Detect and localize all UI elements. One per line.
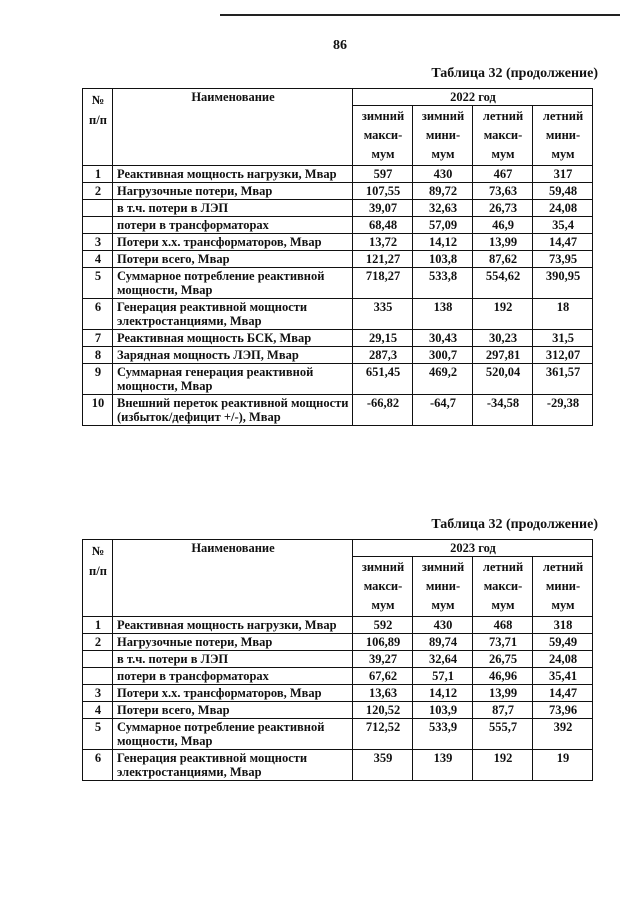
table-row (83, 685, 593, 702)
row-number: 2 (83, 183, 113, 200)
row-value: 14,47 (533, 234, 593, 251)
row-value: 32,63 (413, 200, 473, 217)
row-number: 9 (83, 364, 113, 395)
header-number-text: п/п (89, 564, 107, 578)
row-value: 30,23 (473, 330, 533, 347)
row-value: 597 (353, 166, 413, 183)
row-value: -64,7 (413, 395, 473, 426)
table-row (83, 166, 593, 183)
row-value: 87,62 (473, 251, 533, 268)
row-value: 651,45 (353, 364, 413, 395)
row-number: 5 (83, 268, 113, 299)
table-row (83, 234, 593, 251)
header-period-cell (533, 557, 593, 617)
header-period-text: летний (542, 109, 584, 123)
row-name: Нагрузочные потери, Мвар (113, 183, 353, 200)
table-caption: Таблица 32 (продолжение) (431, 517, 598, 532)
row-value: 103,8 (413, 251, 473, 268)
row-value: 89,74 (413, 634, 473, 651)
header-period-text: мум (491, 147, 515, 161)
table-row (83, 668, 593, 685)
row-value: 19 (533, 750, 593, 781)
row-number: 4 (83, 251, 113, 268)
header-row (83, 540, 593, 557)
table-row (83, 251, 593, 268)
header-period-text: мум (371, 598, 395, 612)
row-number (83, 668, 113, 685)
row-value: 533,8 (413, 268, 473, 299)
row-value: 13,63 (353, 685, 413, 702)
row-value: 138 (413, 299, 473, 330)
header-period-text: макси- (483, 128, 523, 142)
row-value: 35,41 (533, 668, 593, 685)
header-number-text: п/п (89, 113, 107, 127)
table-row (83, 200, 593, 217)
row-value: 297,81 (473, 347, 533, 364)
row-value: 712,52 (353, 719, 413, 750)
row-value: 24,08 (533, 200, 593, 217)
table-row (83, 634, 593, 651)
row-name: Потери всего, Мвар (113, 251, 353, 268)
row-value: 13,72 (353, 234, 413, 251)
row-number: 6 (83, 299, 113, 330)
row-value: 46,9 (473, 217, 533, 234)
row-number: 5 (83, 719, 113, 750)
header-period-text: летний (542, 560, 584, 574)
row-name: Внешний переток реактивной мощности (избыток/дефицит +/-), Мвар (113, 395, 353, 426)
header-period-text: мини- (425, 579, 461, 593)
row-value: 13,99 (473, 234, 533, 251)
row-value: 14,12 (413, 234, 473, 251)
header-period-text: мини- (545, 579, 581, 593)
header-year-cell: 2023 год (353, 540, 593, 557)
header-period-text: мини- (425, 128, 461, 142)
row-number: 1 (83, 617, 113, 634)
header-period-text: макси- (363, 579, 403, 593)
row-value: 121,27 (353, 251, 413, 268)
row-value: 32,64 (413, 651, 473, 668)
row-value: 467 (473, 166, 533, 183)
header-name-cell: Наименование (113, 89, 353, 166)
page-number: 86 (333, 38, 347, 53)
row-value: 13,99 (473, 685, 533, 702)
row-value: 26,73 (473, 200, 533, 217)
row-value: 392 (533, 719, 593, 750)
row-name: потери в трансформаторах (113, 668, 353, 685)
reactive-power-table-2023 (82, 539, 593, 781)
top-rule (220, 14, 620, 16)
row-value: 87,7 (473, 702, 533, 719)
row-number: 6 (83, 750, 113, 781)
header-period-cell (473, 557, 533, 617)
row-value: 192 (473, 299, 533, 330)
table-row (83, 651, 593, 668)
header-period-text: мум (551, 598, 575, 612)
header-period-text: мум (431, 147, 455, 161)
header-period-text: мини- (545, 128, 581, 142)
row-value: 335 (353, 299, 413, 330)
header-period-cell (353, 557, 413, 617)
row-value: -66,82 (353, 395, 413, 426)
row-value: 30,43 (413, 330, 473, 347)
row-value: 390,95 (533, 268, 593, 299)
header-period-text: мум (551, 147, 575, 161)
table-row (83, 217, 593, 234)
row-name: Потери всего, Мвар (113, 702, 353, 719)
header-period-cell (353, 106, 413, 166)
row-value: 317 (533, 166, 593, 183)
row-value: -34,58 (473, 395, 533, 426)
row-name: потери в трансформаторах (113, 217, 353, 234)
row-value: 106,89 (353, 634, 413, 651)
row-value: 555,7 (473, 719, 533, 750)
table-row (83, 183, 593, 200)
row-value: 312,07 (533, 347, 593, 364)
row-value: 120,52 (353, 702, 413, 719)
row-value: 26,75 (473, 651, 533, 668)
row-value: 57,1 (413, 668, 473, 685)
header-period-text: макси- (483, 579, 523, 593)
row-value: 59,49 (533, 634, 593, 651)
row-value: 73,71 (473, 634, 533, 651)
row-value: 18 (533, 299, 593, 330)
row-value: 520,04 (473, 364, 533, 395)
row-value: 107,55 (353, 183, 413, 200)
header-number-cell (83, 89, 113, 166)
header-period-cell (413, 557, 473, 617)
table-row (83, 364, 593, 395)
table-caption: Таблица 32 (продолжение) (431, 66, 598, 81)
row-name: в т.ч. потери в ЛЭП (113, 651, 353, 668)
row-number: 7 (83, 330, 113, 347)
table-row (83, 719, 593, 750)
row-name: Генерация реактивной мощности электростанциями, Мвар (113, 299, 353, 330)
row-value: 592 (353, 617, 413, 634)
header-period-text: зимний (421, 560, 465, 574)
row-value: 24,08 (533, 651, 593, 668)
row-name: Генерация реактивной мощности электростанциями, Мвар (113, 750, 353, 781)
header-period-text: летний (482, 109, 524, 123)
header-period-text: мум (371, 147, 395, 161)
table-row (83, 347, 593, 364)
table-row (83, 617, 593, 634)
row-value: 35,4 (533, 217, 593, 234)
row-value: 67,62 (353, 668, 413, 685)
header-name-cell: Наименование (113, 540, 353, 617)
row-name: Зарядная мощность ЛЭП, Мвар (113, 347, 353, 364)
table-row (83, 330, 593, 347)
table-row (83, 268, 593, 299)
row-name: Суммарная генерация реактивной мощности, Мвар (113, 364, 353, 395)
row-value: 430 (413, 617, 473, 634)
header-period-cell (413, 106, 473, 166)
row-number: 4 (83, 702, 113, 719)
row-value: 29,15 (353, 330, 413, 347)
row-value: 192 (473, 750, 533, 781)
row-value: 469,2 (413, 364, 473, 395)
reactive-power-table-2022 (82, 88, 593, 426)
row-value: 103,9 (413, 702, 473, 719)
header-period-text: зимний (361, 109, 405, 123)
row-value: 300,7 (413, 347, 473, 364)
row-number: 2 (83, 634, 113, 651)
row-value: 139 (413, 750, 473, 781)
row-value: 468 (473, 617, 533, 634)
row-value: 533,9 (413, 719, 473, 750)
row-value: 14,12 (413, 685, 473, 702)
header-period-text: макси- (363, 128, 403, 142)
row-name: Потери х.х. трансформаторов, Мвар (113, 234, 353, 251)
row-value: -29,38 (533, 395, 593, 426)
header-year-cell: 2022 год (353, 89, 593, 106)
row-value: 39,27 (353, 651, 413, 668)
header-number-cell (83, 540, 113, 617)
row-name: в т.ч. потери в ЛЭП (113, 200, 353, 217)
header-row (83, 89, 593, 106)
row-value: 57,09 (413, 217, 473, 234)
row-number (83, 651, 113, 668)
table-row (83, 750, 593, 781)
row-value: 89,72 (413, 183, 473, 200)
row-value: 46,96 (473, 668, 533, 685)
header-number-text: № (91, 544, 105, 558)
header-period-text: зимний (361, 560, 405, 574)
row-value: 359 (353, 750, 413, 781)
row-number: 3 (83, 234, 113, 251)
header-period-text: мум (491, 598, 515, 612)
row-value: 39,07 (353, 200, 413, 217)
row-name: Реактивная мощность БСК, Мвар (113, 330, 353, 347)
row-number: 3 (83, 685, 113, 702)
header-period-cell (473, 106, 533, 166)
row-number: 1 (83, 166, 113, 183)
row-value: 318 (533, 617, 593, 634)
row-value: 68,48 (353, 217, 413, 234)
row-name: Реактивная мощность нагрузки, Мвар (113, 617, 353, 634)
row-value: 73,96 (533, 702, 593, 719)
row-name: Суммарное потребление реактивной мощности, Мвар (113, 719, 353, 750)
row-value: 287,3 (353, 347, 413, 364)
row-name: Нагрузочные потери, Мвар (113, 634, 353, 651)
row-value: 31,5 (533, 330, 593, 347)
table-row (83, 395, 593, 426)
header-period-text: летний (482, 560, 524, 574)
row-value: 73,95 (533, 251, 593, 268)
row-name: Суммарное потребление реактивной мощности, Мвар (113, 268, 353, 299)
row-number (83, 217, 113, 234)
row-value: 554,62 (473, 268, 533, 299)
header-period-cell (533, 106, 593, 166)
row-number (83, 200, 113, 217)
row-number: 8 (83, 347, 113, 364)
row-value: 73,63 (473, 183, 533, 200)
row-value: 430 (413, 166, 473, 183)
table-row (83, 299, 593, 330)
row-value: 59,48 (533, 183, 593, 200)
row-value: 14,47 (533, 685, 593, 702)
header-period-text: мум (431, 598, 455, 612)
row-name: Реактивная мощность нагрузки, Мвар (113, 166, 353, 183)
row-name: Потери х.х. трансформаторов, Мвар (113, 685, 353, 702)
table-row (83, 702, 593, 719)
row-value: 718,27 (353, 268, 413, 299)
header-number-text: № (91, 93, 105, 107)
row-number: 10 (83, 395, 113, 426)
header-period-text: зимний (421, 109, 465, 123)
row-value: 361,57 (533, 364, 593, 395)
